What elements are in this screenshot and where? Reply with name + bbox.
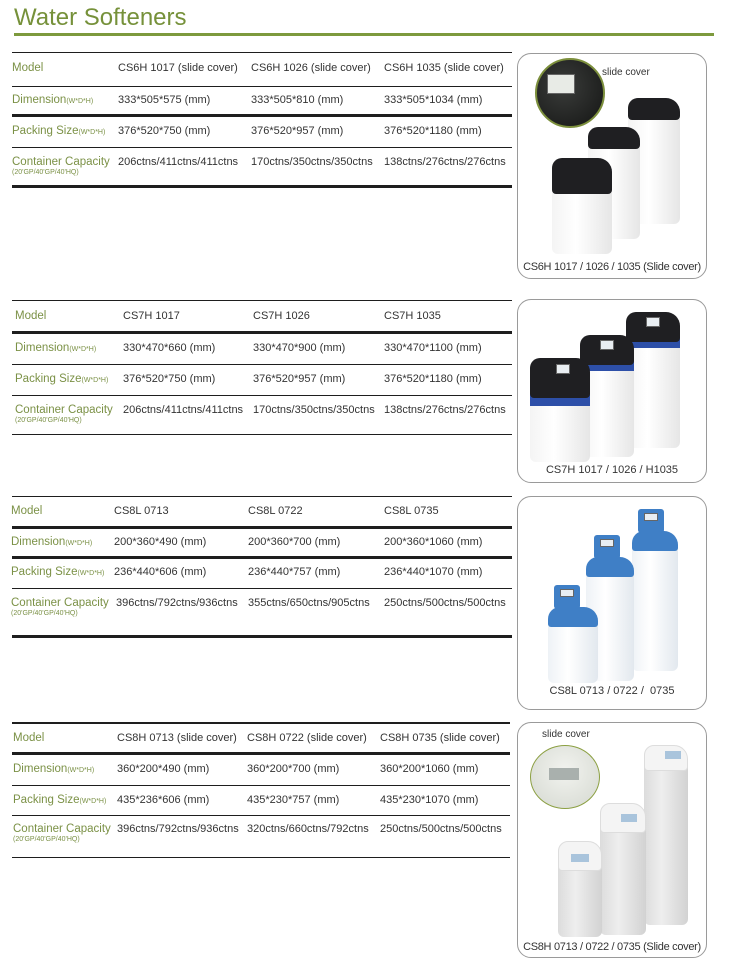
label-text: Packing Size	[15, 373, 82, 385]
unit-cap	[632, 531, 678, 551]
label-model: Model	[15, 310, 47, 322]
unit-body	[548, 621, 598, 683]
control-panel-head	[594, 535, 620, 559]
slide-cover-closeup	[535, 58, 605, 128]
label-text: Packing Size	[13, 794, 80, 806]
spec-table-cs8l	[12, 496, 512, 638]
model-name: CS8L 0722	[248, 505, 303, 517]
row-dimension	[12, 529, 512, 559]
control-panel-display	[549, 768, 579, 780]
control-panel-display	[556, 364, 570, 374]
label-packing-size	[12, 794, 117, 806]
label-text: Dimension	[12, 94, 67, 106]
packing-size-value: 435*230*1070 (mm)	[380, 794, 479, 806]
packing-size-value: 236*440*606 (mm)	[114, 566, 207, 578]
model-name: CS7H 1026	[253, 310, 310, 322]
unit-text: (W*D*H)	[81, 377, 109, 384]
callout-label: slide cover	[602, 67, 650, 78]
unit-text: (W*D*H)	[65, 540, 93, 547]
unit-cap	[558, 841, 602, 871]
label-container-capacity	[12, 156, 118, 176]
dimension-value: 200*360*700 (mm)	[248, 536, 341, 548]
row-model	[12, 497, 512, 529]
label-text: Dimension	[11, 536, 66, 548]
unit-text: (W*D*H)	[78, 129, 106, 136]
label-text: Container Capacity	[12, 156, 110, 168]
dimension-value: 200*360*1060 (mm)	[384, 536, 483, 548]
softener-unit-small	[558, 841, 602, 937]
unit-cap	[644, 745, 688, 771]
row-dimension	[12, 755, 510, 786]
model-name: CS8L 0735	[384, 505, 439, 517]
unit-cap	[530, 358, 590, 398]
label-model: Model	[12, 62, 44, 74]
packing-size-value: 435*236*606 (mm)	[117, 794, 210, 806]
label-text: Packing Size	[12, 125, 79, 137]
softener-unit-small	[530, 358, 590, 462]
label-dimension	[12, 94, 118, 106]
product-photo-cs6h	[517, 53, 707, 279]
label-dimension	[11, 536, 114, 548]
label-model: Model	[13, 732, 45, 744]
model-name: CS6H 1035 (slide cover)	[384, 62, 504, 74]
spec-table-cs7h	[12, 300, 512, 435]
spec-table-cs8h	[12, 722, 510, 858]
softener-unit-medium	[600, 803, 646, 935]
label-text: Dimension	[15, 342, 70, 354]
photo-caption: CS8H 0713 / 0722 / 0735 (Slide cover)	[523, 941, 701, 953]
row-packing-size	[12, 786, 510, 816]
container-capacity-value: 170ctns/350ctns/350ctns	[251, 156, 373, 168]
container-capacity-value: 355ctns/650ctns/905ctns	[248, 597, 370, 609]
container-capacity-value: 170ctns/350ctns/350ctns	[253, 404, 375, 416]
unit-text: (W*D*H)	[66, 98, 94, 105]
control-panel-display	[571, 854, 589, 862]
title-underline	[14, 33, 714, 36]
callout-label: slide cover	[542, 729, 590, 740]
row-container-capacity	[12, 589, 512, 638]
label-dimension	[12, 342, 123, 354]
packing-size-value: 236*440*757 (mm)	[248, 566, 341, 578]
dimension-value: 330*470*900 (mm)	[253, 342, 346, 354]
unit-body	[644, 765, 688, 925]
unit-cap	[548, 607, 598, 627]
unit-text: (W*D*H)	[67, 767, 95, 774]
label-packing-size	[12, 125, 118, 137]
label-text: Container Capacity	[13, 823, 111, 835]
row-packing-size	[12, 365, 512, 396]
container-capacity-value: 250ctns/500ctns/500ctns	[384, 597, 506, 609]
container-capacity-value: 138ctns/276ctns/276ctns	[384, 404, 506, 416]
label-text: Packing Size	[11, 566, 78, 578]
packing-size-value: 435*230*757 (mm)	[247, 794, 340, 806]
label-model: Model	[11, 505, 43, 517]
row-model	[12, 53, 512, 87]
label-packing-size	[11, 566, 114, 578]
control-panel-display	[547, 74, 575, 94]
dimension-value: 333*505*810 (mm)	[251, 94, 344, 106]
model-name: CS8H 0713 (slide cover)	[117, 732, 237, 744]
label-container-capacity	[12, 404, 123, 424]
photo-caption: CS7H 1017 / 1026 / H1035	[545, 464, 679, 476]
packing-size-value: 236*440*1070 (mm)	[384, 566, 483, 578]
container-capacity-value: 206ctns/411ctns/411ctns	[118, 156, 239, 168]
product-photo-cs8h	[517, 722, 707, 958]
label-packing-size	[12, 373, 123, 385]
unit-body	[626, 342, 680, 448]
container-sub-text: (20'GP/40'GP/40'HQ)	[13, 836, 80, 843]
control-panel-display	[621, 814, 637, 822]
dimension-value: 333*505*575 (mm)	[118, 94, 211, 106]
packing-size-value: 376*520*1180 (mm)	[384, 125, 482, 137]
container-capacity-value: 320ctns/660ctns/792ctns	[247, 823, 369, 835]
packing-size-value: 376*520*957 (mm)	[253, 373, 346, 385]
softener-unit-large	[626, 312, 680, 448]
row-model	[12, 301, 512, 334]
label-text: Container Capacity	[15, 404, 113, 416]
row-container-capacity	[12, 148, 512, 188]
container-sub-text: (20'GP/40'GP/40'HQ)	[12, 169, 79, 176]
spec-table-cs6h	[12, 52, 512, 188]
container-capacity-value: 250ctns/500ctns/500ctns	[380, 823, 502, 835]
row-dimension	[12, 334, 512, 365]
row-dimension	[12, 87, 512, 117]
container-capacity-value: 396ctns/792ctns/936ctns	[117, 823, 239, 835]
container-sub-text: (20'GP/40'GP/40'HQ)	[11, 610, 78, 617]
model-name: CS8H 0722 (slide cover)	[247, 732, 367, 744]
container-sub-text: (20'GP/40'GP/40'HQ)	[15, 417, 82, 424]
unit-text: (W*D*H)	[79, 798, 107, 805]
page-title: Water Softeners	[14, 4, 187, 31]
unit-body	[558, 861, 602, 937]
dimension-value: 360*200*700 (mm)	[247, 763, 340, 775]
label-text: Dimension	[13, 763, 68, 775]
dimension-value: 200*360*490 (mm)	[114, 536, 207, 548]
softener-unit-small	[548, 585, 598, 683]
control-panel-head	[638, 509, 664, 533]
unit-text: (W*D*H)	[77, 570, 105, 577]
model-name: CS8L 0713	[114, 505, 169, 517]
packing-size-value: 376*520*750 (mm)	[123, 373, 216, 385]
row-packing-size	[12, 559, 512, 589]
unit-body	[600, 823, 646, 935]
label-container-capacity	[12, 823, 117, 843]
dimension-value: 330*470*660 (mm)	[123, 342, 216, 354]
softener-unit-large	[644, 745, 688, 925]
unit-body	[632, 545, 678, 671]
model-name: CS7H 1017	[123, 310, 180, 322]
unit-cap	[626, 312, 680, 342]
container-capacity-value: 206ctns/411ctns/411ctns	[123, 404, 244, 416]
control-panel-display	[600, 539, 614, 547]
container-capacity-value: 396ctns/792ctns/936ctns	[116, 597, 238, 609]
control-panel-display	[600, 340, 614, 350]
dimension-value: 333*505*1034 (mm)	[384, 94, 483, 106]
dimension-value: 330*470*1100 (mm)	[384, 342, 482, 354]
dimension-value: 360*200*490 (mm)	[117, 763, 210, 775]
row-packing-size	[12, 117, 512, 148]
container-capacity-value: 138ctns/276ctns/276ctns	[384, 156, 506, 168]
product-photo-cs8l	[517, 496, 707, 710]
unit-cap	[628, 98, 680, 120]
unit-cap	[552, 158, 612, 194]
product-photo-cs7h	[517, 299, 707, 483]
packing-size-value: 376*520*750 (mm)	[118, 125, 211, 137]
control-panel-head	[554, 585, 580, 609]
control-panel-display	[644, 513, 658, 521]
dimension-value: 360*200*1060 (mm)	[380, 763, 479, 775]
softener-unit-small	[552, 158, 612, 254]
unit-body	[530, 398, 590, 462]
model-name: CS6H 1026 (slide cover)	[251, 62, 371, 74]
label-dimension	[12, 763, 117, 775]
model-name: CS6H 1017 (slide cover)	[118, 62, 238, 74]
packing-size-value: 376*520*957 (mm)	[251, 125, 344, 137]
row-container-capacity	[12, 816, 510, 858]
model-name: CS8H 0735 (slide cover)	[380, 732, 500, 744]
row-container-capacity	[12, 396, 512, 435]
unit-cap	[600, 803, 646, 833]
control-panel-display	[665, 751, 681, 759]
control-panel-display	[646, 317, 660, 327]
softener-unit-large	[632, 509, 678, 671]
row-model	[12, 724, 510, 755]
unit-cap	[588, 127, 640, 149]
slide-cover-closeup	[530, 745, 600, 809]
photo-caption: CS8L 0713 / 0722 / 0735	[549, 685, 675, 697]
model-name: CS7H 1035	[384, 310, 441, 322]
packing-size-value: 376*520*1180 (mm)	[384, 373, 482, 385]
photo-caption: CS6H 1017 / 1026 / 1035 (Slide cover)	[523, 261, 701, 273]
unit-cap	[586, 557, 634, 577]
label-container-capacity	[11, 597, 116, 617]
control-panel-display	[560, 589, 574, 597]
label-text: Container Capacity	[11, 597, 109, 609]
unit-text: (W*D*H)	[69, 346, 97, 353]
